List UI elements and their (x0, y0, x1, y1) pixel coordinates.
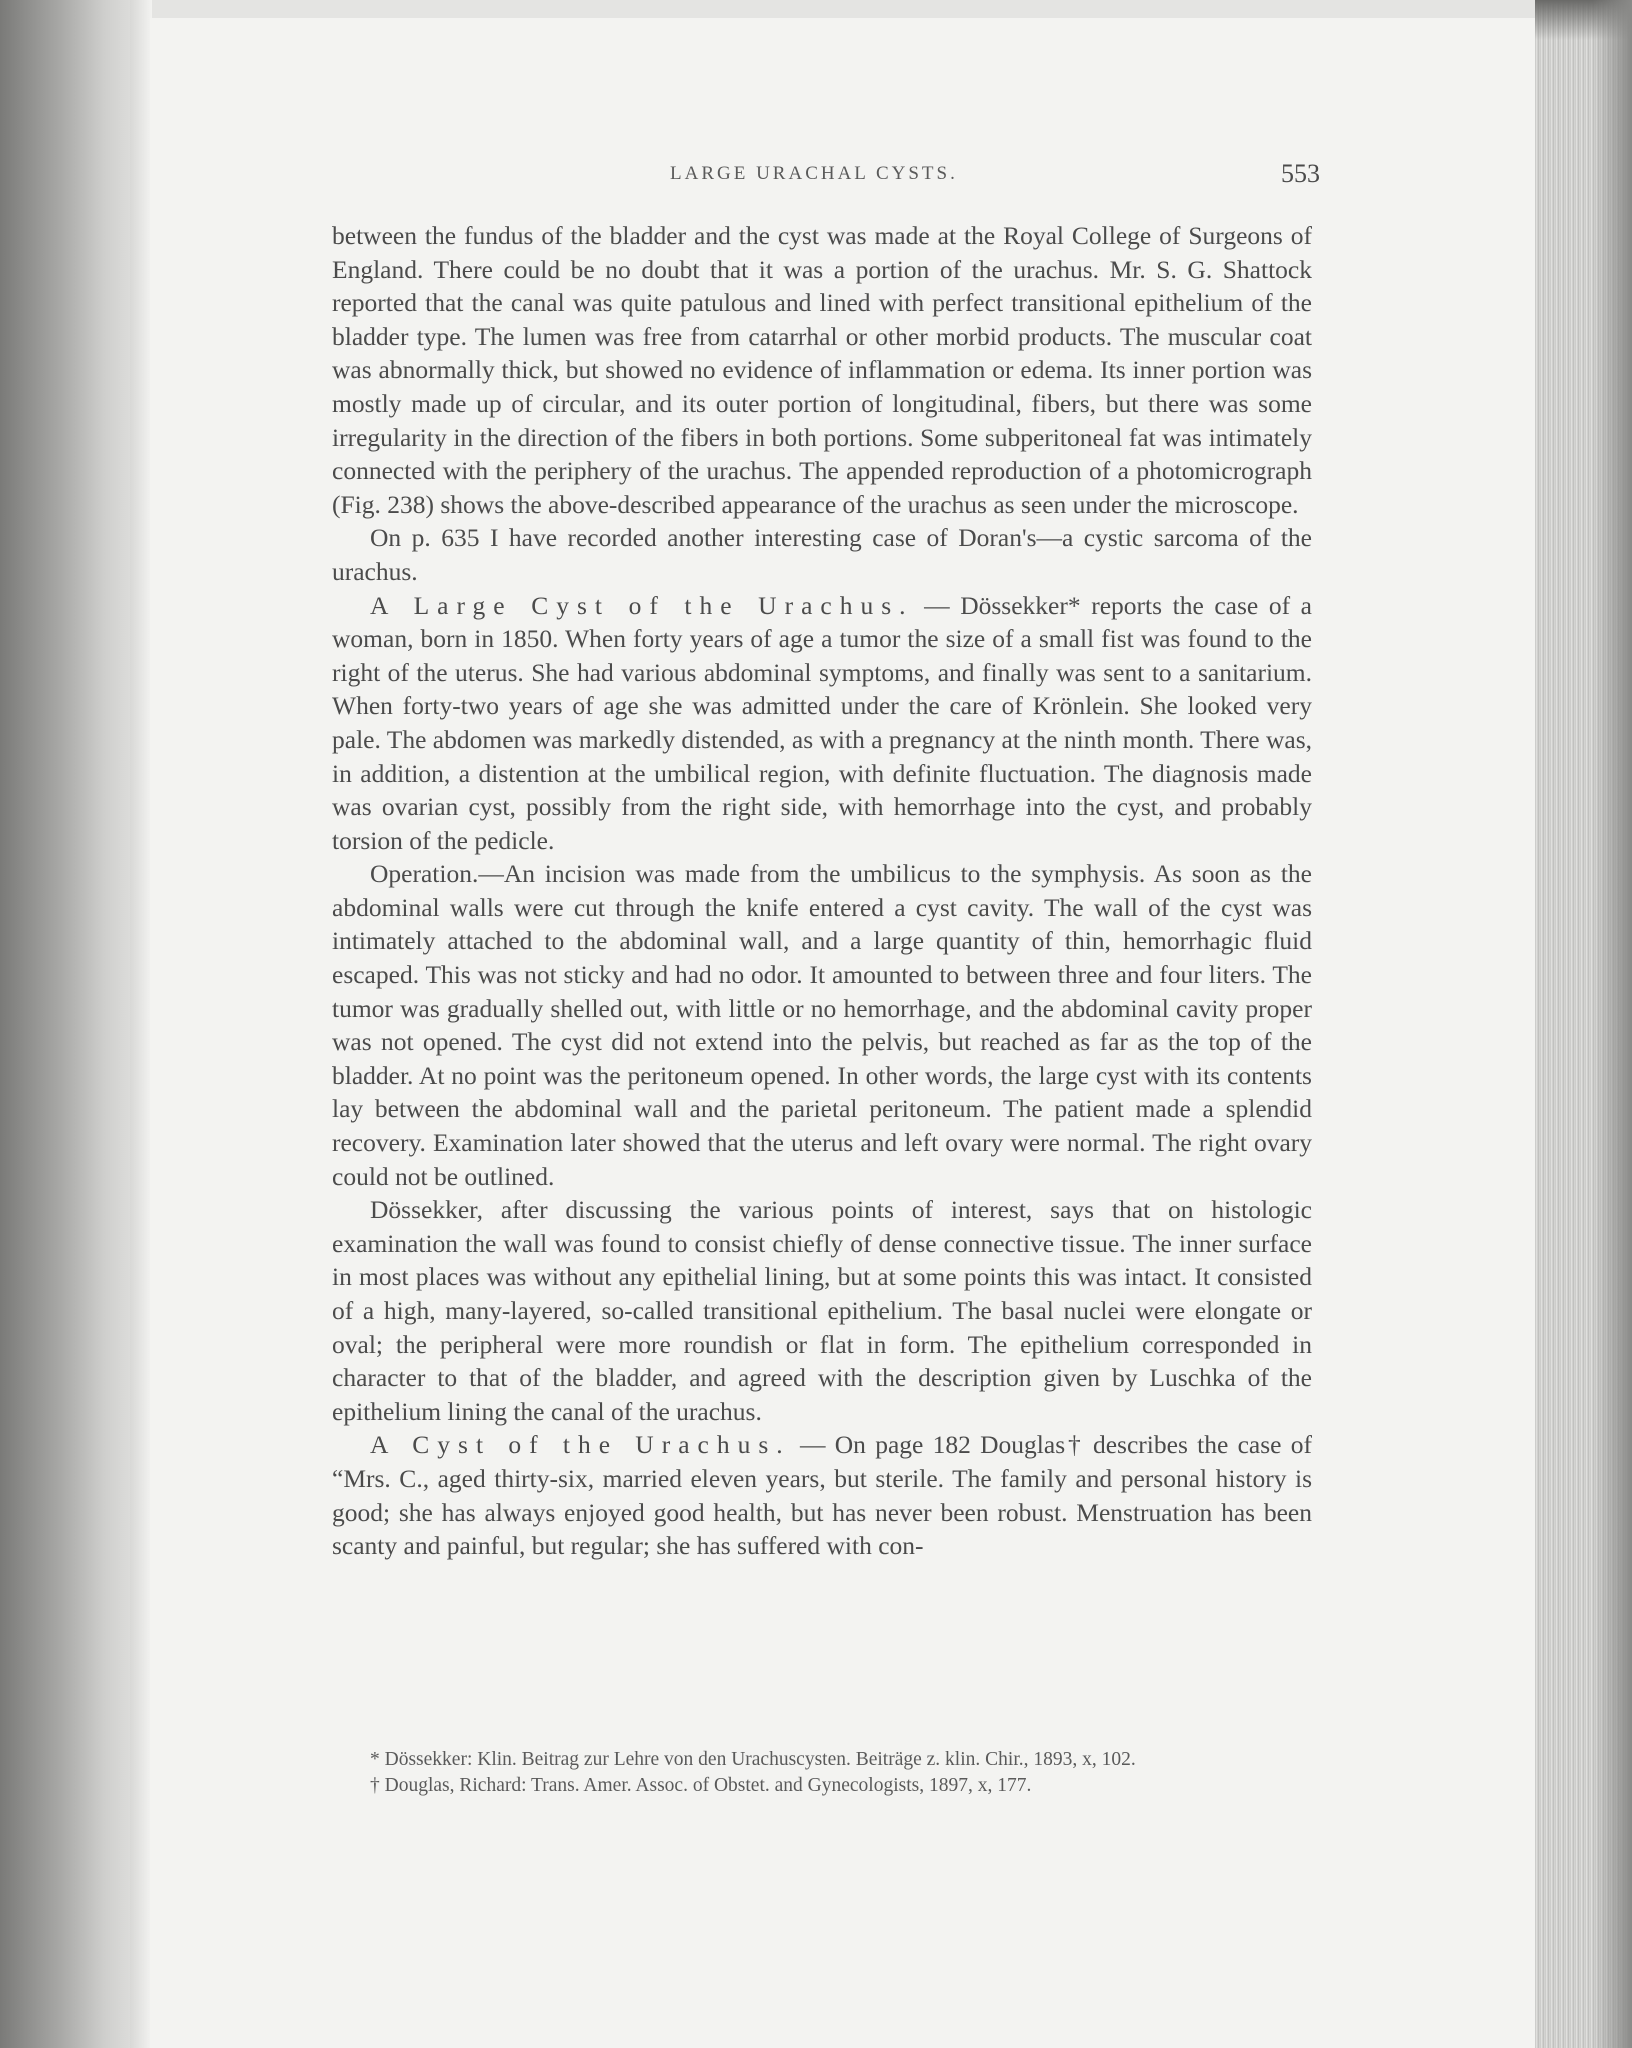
body-text (332, 219, 1312, 1563)
page-inner-margin (130, 0, 152, 2048)
paragraph: Operation.—An incision was made from the umbilicus to the symphysis. As soon as the abdominal walls were cut through the knife entered a cyst cavity. The wall of the cyst was intimately attached to the abdominal wall, and a large quantity of thin, hemorrhagic fluid escaped. This was not sticky and had no odor. It amounted to between three and four liters. The tumor was gradually shelled out, with little or no hemorrhage, and the abdominal cavity proper was not opened. The cyst did not extend into the pelvis, but reached as far as the top of the bladder. At no point was the peritoneum opened. In other words, the large cyst with its contents lay between the abdominal wall and the parietal peritoneum. The patient made a splendid recovery. Examination later showed that the uterus and left ovary were normal. The right ovary could not be outlined. (332, 859, 1312, 1191)
paragraph-text: — On page 182 Douglas† describes the case of “Mrs. C., aged thirty-six, married eleven years, but sterile. The family and personal history is good; she has always enjoyed good health, but has never been robust. Menstruation has been scanty and painful, but regular; she has suffered with con- (332, 1430, 1313, 1561)
running-title: LARGE URACHAL CYSTS. (670, 163, 958, 184)
section-heading: A Large Cyst of the Urachus. (370, 590, 914, 620)
footnote: † Douglas, Richard: Trans. Amer. Assoc. of Obstet. and Gynecologists, 1897, x, 177. (370, 1775, 1032, 1796)
paragraph (332, 1428, 1312, 1562)
section-heading: A Cyst of the Urachus. (370, 1430, 791, 1460)
paragraph-text: — Dössekker* reports the case of a woman, born in 1850. When forty years of age a tumor the size of a small fist was found to the right of the uterus. She had various abdominal symptoms, and finally was sent to a sanitarium. When forty-two years of age she was admitted under the care of Krönlein. She looked very pale. The abdomen was markedly distended, as with a pregnancy at the ninth month. There was, in addition, a distention at the umbilical region, with definite fluctuation. The diagnosis made was ovarian cyst, possibly from the right side, with hemorrhage into the cyst, and probably torsion of the pedicle. (332, 590, 1312, 855)
paragraph: Dössekker, after discussing the various points of interest, says that on histologic examination the wall was found to consist chiefly of dense connective tissue. The inner surface in most places was without any epithelial lining, but at some points this was intact. It consisted of a high, many-layered, so-called transitional epithelium. The basal nuclei were elongate or oval; the peripheral were more roundish or flat in form. The epithelium corresponded in character to that of the bladder, and agreed with the description given by Luschka of the epithelium lining the canal of the urachus. (332, 1195, 1312, 1426)
paragraph (332, 589, 1312, 858)
paragraph: between the fundus of the bladder and the cyst was made at the Royal College of Surgeons of England. There could be no doubt that it was a portion of the urachus. Mr. S. G. Shattock reported that the canal was quite patulous and lined with perfect transitional epithelium of the bladder type. The lumen was free from catarrhal or other morbid products. The muscular coat was abnormally thick, but showed no evidence of inflammation or edema. Its inner portion was mostly made up of circular, and its outer portion of longitudinal, fibers, but there was some irregularity in the direction of the fibers in both portions. Some subperitoneal fat was intimately connected with the periphery of the urachus. The appended reproduction of a photomicrograph (Fig. 238) shows the above-described appearance of the urachus as seen under the microscope. (332, 221, 1312, 519)
footnote: * Dössekker: Klin. Beitrag zur Lehre von den Urachuscysten. Beiträge z. klin. Chir., 1893, x, 102. (370, 1749, 1136, 1770)
page-number: 553 (1281, 159, 1320, 188)
footnotes (332, 1747, 1312, 1799)
page-header (330, 159, 1320, 193)
binding-shadow (0, 0, 150, 2048)
page-block-edges (1535, 0, 1632, 2048)
paragraph: On p. 635 I have recorded another interesting case of Doran's—a cystic sarcoma of the urachus. (332, 523, 1312, 586)
